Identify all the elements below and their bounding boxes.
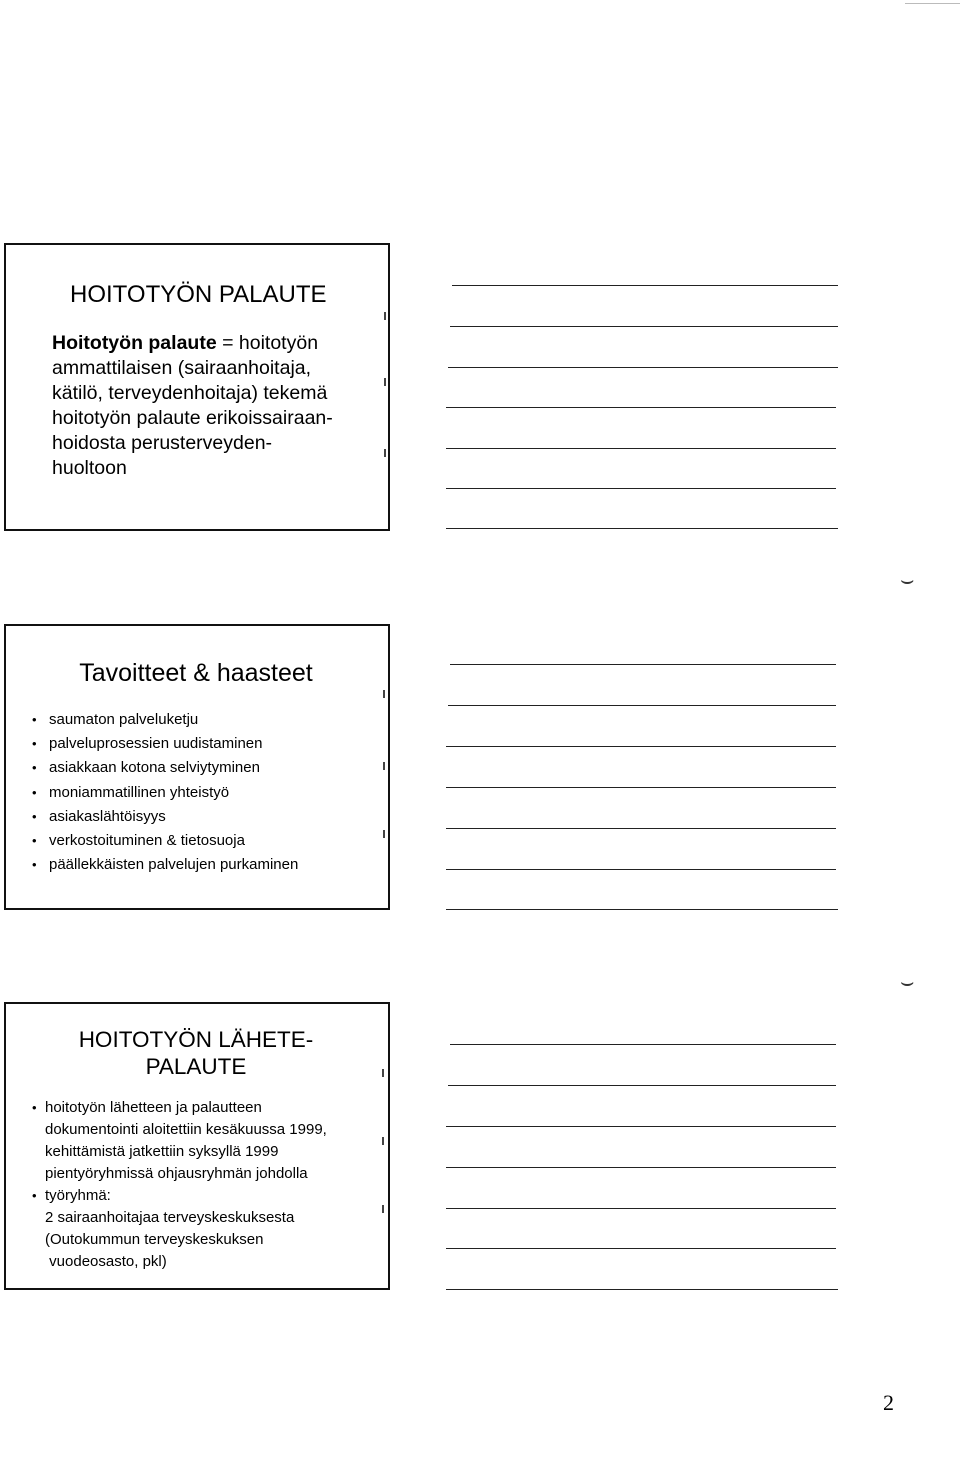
page-number: 2 (883, 1390, 894, 1415)
bullet-icon: • (32, 760, 37, 776)
list-item-text: asiakkaan kotona selviytyminen (49, 759, 260, 777)
body-line: huoltoon (52, 457, 127, 479)
scan-mark (384, 312, 386, 320)
scan-mark (383, 762, 385, 770)
punch-hole-mark-icon: ⌣ (900, 970, 915, 995)
bullet-icon: • (32, 1100, 37, 1115)
list-item-line: työryhmä: (45, 1187, 111, 1204)
body-line: ammattilaisen (sairaanhoitaja, (52, 357, 312, 379)
list-item-line: 2 sairaanhoitajaa terveyskeskuksesta (45, 1209, 295, 1226)
note-line (448, 367, 838, 368)
list-item (32, 732, 298, 756)
list-item-text: verkostoituminen & tietosuoja (49, 831, 245, 849)
scan-mark (383, 690, 385, 698)
list-item-text: asiakaslähtöisyys (49, 807, 166, 825)
note-line (450, 326, 838, 327)
slide-title (6, 1026, 386, 1080)
bullet-icon: • (32, 784, 37, 800)
list-item-line: vuodeosasto, pkl) (45, 1253, 167, 1270)
note-line (446, 488, 836, 489)
note-line (448, 705, 836, 706)
note-line (446, 787, 836, 788)
note-line (446, 1167, 836, 1168)
bullet-list (32, 708, 298, 877)
slide-title-line: HOITOTYÖN LÄHETE- (78, 1027, 314, 1052)
bold-term: Hoitotyön palaute (52, 332, 217, 354)
scan-mark (382, 1069, 384, 1077)
scan-mark (384, 378, 386, 386)
note-line (446, 909, 838, 910)
list-item-text: palveluprosessien uudistaminen (49, 735, 263, 753)
body-line: = hoitotyön (216, 332, 319, 354)
bullet-icon: • (32, 857, 37, 873)
list-item-line: dokumentointi aloitettiin kesäkuussa 1999, (45, 1121, 327, 1138)
note-line (446, 746, 836, 747)
list-item (32, 1185, 392, 1273)
note-line (446, 1289, 838, 1290)
bullet-icon: • (32, 808, 37, 824)
list-item-text: päällekkäisten palvelujen purkaminen (49, 856, 299, 874)
note-line (446, 1126, 836, 1127)
bullet-icon: • (32, 712, 37, 727)
slide-title: Tavoitteet & haasteet (79, 659, 313, 687)
list-item (32, 781, 298, 805)
slide-hoitotyon-palaute (4, 243, 390, 531)
note-line (446, 828, 836, 829)
note-line (446, 1208, 836, 1209)
body-line: hoidosta perusterveyden- (52, 432, 273, 454)
list-item-line: pientyöryhmissä ohjausryhmän johdolla (45, 1165, 308, 1182)
bullet-icon: • (32, 736, 37, 752)
note-line (450, 664, 836, 665)
note-line (446, 869, 836, 870)
note-line (452, 285, 838, 286)
scan-mark (382, 1205, 384, 1213)
scan-mark (384, 449, 386, 457)
list-item (32, 829, 298, 853)
body-line: hoitotyön palaute erikoissairaan- (52, 407, 333, 429)
list-item (32, 708, 298, 732)
slide-lahete-palaute (4, 1002, 390, 1290)
note-line (446, 528, 838, 529)
list-item-line: (Outokummun terveyskeskuksen (45, 1231, 264, 1248)
scan-artifact-line (905, 3, 960, 4)
note-line (450, 1044, 836, 1045)
list-item-line: hoitotyön lähetteen ja palautteen (45, 1099, 262, 1116)
scan-mark (382, 1137, 384, 1145)
list-item-text: saumaton palveluketju (49, 711, 199, 728)
list-item (32, 756, 298, 780)
note-line (446, 448, 836, 449)
list-item-line: kehittämistä jatkettiin syksyllä 1999 (45, 1143, 279, 1160)
bullet-icon: • (32, 1188, 37, 1203)
bullet-icon: • (32, 832, 37, 848)
list-item (32, 1097, 392, 1185)
note-line (446, 407, 836, 408)
bullet-list (32, 1097, 392, 1273)
slide-tavoitteet-haasteet (4, 624, 390, 910)
punch-hole-mark-icon: ⌣ (900, 568, 915, 593)
note-line (448, 1085, 836, 1086)
scan-mark (383, 830, 385, 838)
slide-title: HOITOTYÖN PALAUTE (70, 281, 327, 308)
body-line: kätilö, terveydenhoitaja) tekemä (52, 382, 328, 404)
note-line (446, 1248, 836, 1249)
slide-title-line: PALAUTE (145, 1054, 247, 1079)
list-item-text: moniammatillinen yhteistyö (49, 783, 230, 801)
list-item (32, 805, 298, 829)
list-item (32, 853, 298, 877)
slide-body-text (52, 331, 382, 481)
